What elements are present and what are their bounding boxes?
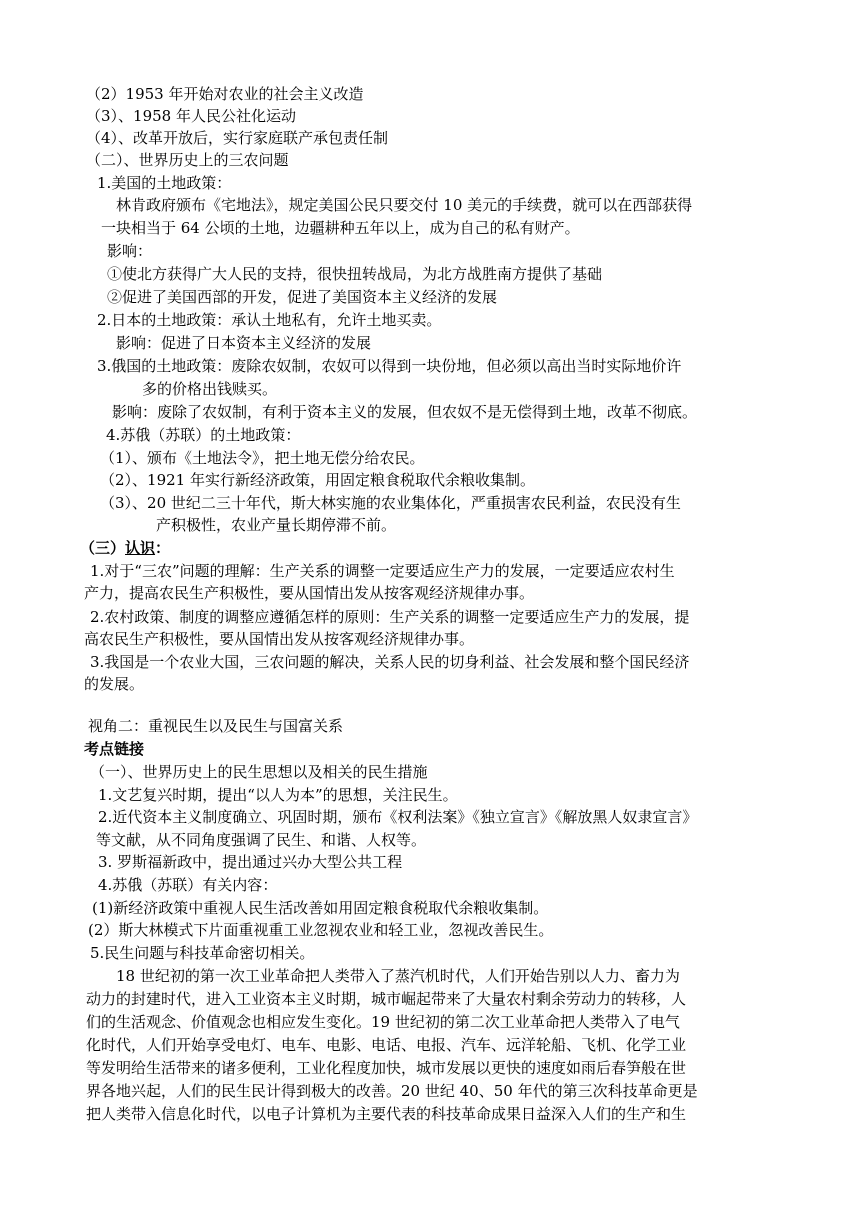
paragraph-line: 多的价格出钱赎买。 xyxy=(142,380,278,398)
list-item: 2.近代资本主义制度确立、巩固时期，颁布《权利法案》《独立宣言》《解放黑人奴隶宣言》 xyxy=(98,808,698,826)
section-heading: （一）、世界历史上的民生思想以及相关的民生措施 xyxy=(90,763,428,781)
paragraph-line: 18 世纪初的第一次工业革命把人类带入了蒸汽机时代，人们开始告别以人力、畜力为 xyxy=(116,967,680,985)
view-title: 视角二：重视民生以及民生与国富关系 xyxy=(88,717,344,735)
list-item: (1)新经济政策中重视人民生活改善如用固定粮食税取代余粮收集制。 xyxy=(92,899,549,917)
list-item: （3）、1958 年人民公社化运动 xyxy=(86,107,296,125)
list-item: 5.民生问题与科技革命密切相关。 xyxy=(90,944,315,962)
paragraph-line: 产力，提高农民生产积极性，要从国情出发从按客观经济规律办事。 xyxy=(84,584,535,602)
section-heading: （二）、世界历史上的三农问题 xyxy=(86,151,289,169)
influence-text: 影响：促进了日本资本主义经济的发展 xyxy=(116,334,372,352)
list-item: （4）、改革开放后，实行家庭联产承包责任制 xyxy=(86,129,389,147)
list-item: （1）、颁布《土地法令》，把土地无偿分给农民。 xyxy=(100,449,425,467)
list-item: 3. 罗斯福新政中，提出通过兴办大型公共工程 xyxy=(98,853,403,871)
section-heading xyxy=(80,537,170,559)
list-item: ①使北方获得广大人民的支持，很快扭转战局，为北方战胜南方提供了基础 xyxy=(107,265,603,283)
paragraph-line: 高农民生产积极性，要从国情出发从按客观经济规律办事。 xyxy=(84,630,475,648)
list-item: 等文献，从不同角度强调了民生、和谐、人权等。 xyxy=(96,831,427,849)
list-item: (2）斯大林模式下片面重视重工业忽视农业和轻工业，忽视改善民生。 xyxy=(88,921,554,939)
paragraph-line: 们的生活观念、价值观念也相应发生变化。19 世纪初的第二次工业革命把人类带入了电气 xyxy=(86,1013,680,1031)
influence-label: 影响： xyxy=(107,242,153,260)
heading-label: 认识 xyxy=(125,539,156,557)
list-item: （2）1953 年开始对农业的社会主义改造 xyxy=(86,85,364,103)
heading-colon: ： xyxy=(155,539,171,557)
subheading: 4.苏俄（苏联）的土地政策： xyxy=(106,426,301,444)
list-item: ②促进了美国西部的开发，促进了美国资本主义经济的发展 xyxy=(107,288,498,306)
subheading: 2.日本的土地政策：承认土地私有，允许土地买卖。 xyxy=(97,311,442,329)
list-item: 1.文艺复兴时期，提出“以人为本”的思想，关注民生。 xyxy=(98,786,458,804)
subheading: 1.美国的土地政策： xyxy=(97,174,232,192)
paragraph-line: 林肯政府颁布《宅地法》，规定美国公民只要交付 10 美元的手续费，就可以在西部获得 xyxy=(116,196,693,214)
paragraph-line: 2.农村政策、制度的调整应遵循怎样的原则：生产关系的调整一定要适应生产力的发展，提 xyxy=(90,608,690,626)
subheading: 3.俄国的土地政策：废除农奴制，农奴可以得到一块份地，但必须以高出当时实际地价许 xyxy=(97,357,682,375)
list-item: （3）、20 世纪二三十年代，斯大林实施的农业集体化，严重损害农民利益，农民没有生 xyxy=(100,494,681,512)
paragraph-line: 界各地兴起，人们的民生民计得到极大的改善。20 世纪 40、50 年代的第三次科技革命更是 xyxy=(86,1082,698,1100)
paragraph-line: 等发明给生活带来的诸多便利，工业化程度加快，城市发展以更快的速度如雨后春笋般在世 xyxy=(86,1059,687,1077)
influence-text: 影响：废除了农奴制，有利于资本主义的发展，但农奴不是无偿得到土地，改革不彻底。 xyxy=(112,403,698,421)
paragraph-line: 3.我国是一个农业大国，三农问题的解决，关系人民的切身利益、社会发展和整个国民经济 xyxy=(90,653,690,671)
paragraph-line: 化时代，人们开始享受电灯、电车、电影、电话、电报、汽车、远洋轮船、飞机、化学工业 xyxy=(86,1036,687,1054)
list-item: 产积极性，农业产量长期停滞不前。 xyxy=(156,516,397,534)
paragraph-line: 的发展。 xyxy=(84,675,145,693)
list-item: 4.苏俄（苏联）有关内容： xyxy=(98,876,278,894)
paragraph-line: 动力的封建时代，进入工业资本主义时期，城市崛起带来了大量农村剩余劳动力的转移，人 xyxy=(86,990,687,1008)
list-item: （2）、1921 年实行新经济政策，用固定粮食税取代余粮收集制。 xyxy=(100,471,535,489)
paragraph-line: 1.对于“三农”问题的理解：生产关系的调整一定要适应生产力的发展，一定要适应农村生 xyxy=(90,562,675,580)
heading-prefix: （三） xyxy=(80,539,126,557)
kaodian-heading: 考点链接 xyxy=(84,740,145,758)
paragraph-line: 一块相当于 64 公顷的土地，边疆耕种五年以上，成为自己的私有财产。 xyxy=(101,219,580,237)
paragraph-line: 把人类带入信息化时代，以电子计算机为主要代表的科技革命成果日益深入人们的生产和生 xyxy=(86,1105,687,1123)
